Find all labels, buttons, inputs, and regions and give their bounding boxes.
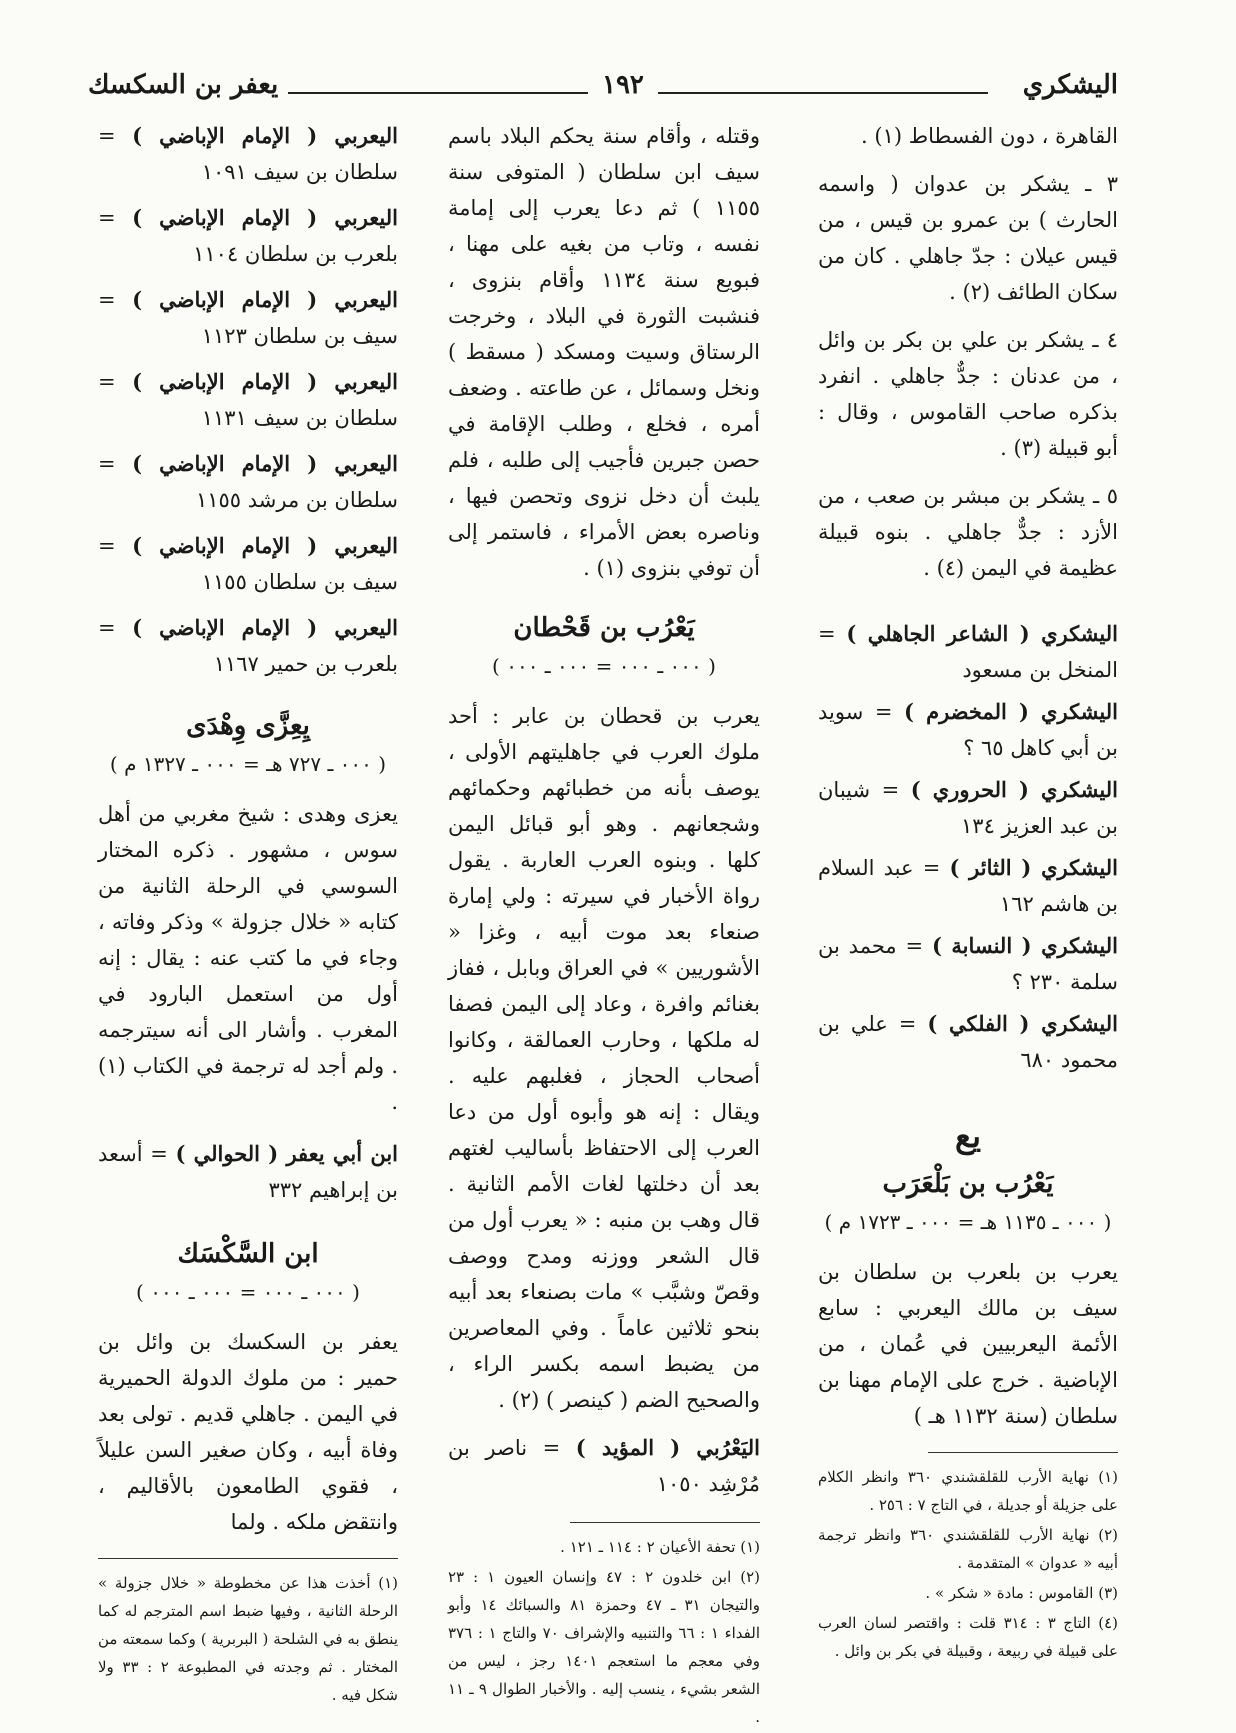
paragraph: يعفر بن السكسك بن وائل بن حمير : من ملوك الدولة الحميرية في اليمن . جاهلي قديم . تولى بعد وفاة أبيه ، وكان صغير السن عليلاً ، فقوي الطامعون بالأقاليم ، وانتقض ملكه . ولما: [98, 1330, 398, 1534]
entry-head: اليشكري ( الشاعر الجاهلي ): [846, 621, 1118, 646]
cross-reference-entry: [98, 200, 398, 272]
entry-head: اليَعْرُبي ( المؤيد ): [575, 1435, 760, 1460]
footnotes: [448, 1533, 760, 1731]
cross-reference-entry: [818, 772, 1118, 844]
paragraph: يعزى وهدى : شيخ مغربي من أهل سوس ، مشهور . ذكره المختار السوسي في الرحلة الثانية من كتابه « خلال جزولة » وذكر وفاته ، وجاء في ما كتب عنه : يقال : إنه أول من استعمل البارود في المغرب . وأشار الى أنه سيترجمه . ولم أجد له ترجمة في الكتاب (١) .: [98, 802, 398, 1114]
entry-rest: = عبد السلام بن هاشم ١٦٢: [818, 856, 1118, 916]
entry-rest: = المنخل بن مسعود: [818, 622, 1118, 682]
entry-rest: = سيف بن سلطان ١١٢٣: [98, 288, 398, 348]
cross-reference-entry: [818, 850, 1118, 922]
header-right-word: اليشكري: [1022, 70, 1118, 100]
header-left-word: يعفر بن السكسك: [88, 70, 279, 100]
paragraph: ٤ ـ يشكر بن علي بن بكر بن وائل ، من عدنان : جدٌّ جاهلي . انفرد بذكره صاحب القاموس ، وقال : أبو قبيلة (٣) .: [818, 328, 1118, 460]
entry-rest: = أسعد بن إبراهيم ٣٣٢: [98, 1142, 398, 1202]
entry-rest: = سلطان بن مرشد ١١٥٥: [98, 452, 398, 512]
paragraph: وقتله ، وأقام سنة يحكم البلاد باسم سيف ابن سلطان ( المتوفى سنة ١١٥٥ ) ثم دعا يعرب إلى إمامة نفسه ، وتاب من بغيه على مهنا ، فبويع سنة ١١٣٤ وأقام بنزوى ، فنشبت الثورة في البلاد ، وخرجت الرستاق وسيت ومسكد ( مسقط ) ونخل وسمائل ، عن طاعته . وضعف أمره ، فخلع ، وطلب الإقامة في حصن جبرين فأجيب إلى طلبه ، فلم يلبث أن دخل نزوى وتحصن فيها ، وناصره بعض الأمراء ، فاستمر إلى أن توفي بنزوى (١) .: [448, 124, 760, 580]
entry-rest: = بلعرب بن حمير ١١٦٧: [98, 616, 398, 676]
entry-title: يَعْرُب بن بَلْعَرَب: [882, 1169, 1054, 1199]
entry-head: اليشكري ( النسابة ): [931, 933, 1118, 958]
paragraph: يعرب بن قحطان بن عابر : أحد ملوك العرب في جاهليتهم الأولى ، يوصف بأنه من خطبائهم وحكمائهم وشجعانهم . وهو أبو قبائل اليمن كلها . وبنوه العرب العاربة . يقول رواة الأخبار في سيرته : ولي إمارة صنعاء بعد موت أبيه ، وغزا « الأشوريين » في العراق وبابل ، ففاز بغنائم وافرة ، وعاد إلى اليمن فصفا له ملكها ، وحارب العمالقة ، وكانوا أصحاب الحجاز ، فغلبهم عليه . ويقال : إنه هو وأبوه أول من دعا العرب إلى الاحتفاظ بأساليب لغتهم بعد أن دخلتها لغات الأمم الثانية . قال وهب بن منبه : « يعرب أول من قال الشعر ووزنه ومدح ووصف وقصّ وشبَّب » مات بصنعاء بعد أبيه بنحو ثلاثين عاماً . وفي المعاصرين من يضبط اسمه بكسر الراء ، والصحيح الضم ( كينصر ) (٢) .: [448, 704, 760, 1412]
entry-head: اليشكري ( المخضرم ): [903, 699, 1118, 724]
paragraph: ٥ ـ يشكر بن مبشر بن صعب ، من الأزد : جدٌّ جاهلي . بنوه قبيلة عظيمة في اليمن (٤) .: [818, 484, 1118, 580]
cross-reference-entry: [98, 610, 398, 682]
page-number: ١٩٢: [588, 70, 658, 100]
column-left: [98, 118, 398, 1711]
column-right: [818, 118, 1118, 1667]
column-middle: [448, 118, 760, 1733]
footnote: (١) نهاية الأرب للقلقشندي ٣٦٠ وانظر الكلام على جزيلة أو جديلة ، في التاج ٧ : ٢٥٦ .: [818, 1468, 1118, 1514]
cross-reference-entry: [98, 528, 398, 600]
entry-head: اليعربي ( الإمام الإباضي ): [132, 615, 398, 640]
entry-dates: ( ٠٠٠ ـ ٠٠٠ = ٠٠٠ ـ ٠٠٠ ): [136, 1280, 360, 1304]
entry-head: اليعربي ( الإمام الإباضي ): [132, 451, 398, 476]
footnote: (٤) التاج ٣ : ٣١٤ قلت : واقتصر لسان العرب على قبيلة في ربيعة ، وقبيلة في بكر بن وائل .: [818, 1614, 1119, 1660]
entry-rest: = محمد بن سلمة ٢٣٠ ؟: [818, 934, 1118, 994]
footnotes: [98, 1569, 398, 1709]
footnote-separator: [570, 1522, 760, 1523]
cross-reference-entry: [98, 1136, 398, 1208]
cross-reference-entry: [448, 1430, 760, 1502]
entry-head: اليشكري ( الفلكي ): [927, 1011, 1118, 1036]
entry-dates: ( ٠٠٠ ـ ٧٢٧ هـ = ٠٠٠ ـ ١٣٢٧ م ): [109, 752, 387, 776]
footnote-separator: [928, 1452, 1118, 1453]
paragraph: ٣ ـ يشكر بن عدوان ( واسمه الحارث ) بن عمرو بن قيس ، من قيس عيلان : جدّ جاهلي . كان من سكان الطائف (٢) .: [818, 172, 1118, 304]
entry-head: اليعربي ( الإمام الإباضي ): [132, 205, 398, 230]
cross-reference-entry: [818, 928, 1118, 1000]
cross-reference-entry: [818, 1006, 1118, 1078]
footnotes: [818, 1463, 1118, 1665]
paragraph: القاهرة ، دون الفسطاط (١) .: [861, 124, 1118, 148]
cross-reference-entry: [98, 282, 398, 354]
entry-head: ابن أبي يعفر ( الحوالي ): [175, 1141, 399, 1166]
entry-dates: ( ٠٠٠ ـ ٠٠٠ = ٠٠٠ ـ ٠٠٠ ): [492, 654, 716, 678]
cross-reference-entry: [818, 694, 1118, 766]
entry-rest: = سويد بن أبي كاهل ٦٥ ؟: [818, 700, 1118, 760]
entry-head: اليعربي ( الإمام الإباضي ): [132, 369, 398, 394]
entry-head: اليشكري ( الثائر ): [949, 855, 1118, 880]
footnote: (٢) نهاية الأرب للقلقشندي ٣٦٠ وانظر ترجمة أبيه « عدوان » المتقدمة .: [818, 1526, 1118, 1572]
header-rule-left: [288, 92, 588, 94]
entry-rest: = علي بن محمود ٦٨٠: [818, 1012, 1118, 1072]
entry-rest: = شيبان بن عبد العزيز ١٣٤: [818, 778, 1118, 838]
cross-reference-entry: [818, 616, 1118, 688]
footnote: (١) تحفة الأعيان ٢ : ١١٤ ـ ١٢١ .: [560, 1538, 760, 1556]
entry-rest: = سيف بن سلطان ١١٥٥: [98, 534, 398, 594]
entry-head: اليعربي ( الإمام الإباضي ): [132, 123, 398, 148]
cross-reference-entry: [98, 364, 398, 436]
entry-title: يِعِزَّى وِهْدَى: [186, 711, 310, 741]
entry-head: اليشكري ( الحروري ): [910, 777, 1118, 802]
entry-rest: = ناصر بن مُرْشِد ١٠٥٠: [448, 1436, 760, 1496]
entry-head: اليعربي ( الإمام الإباضي ): [132, 287, 398, 312]
entry-title: يَعْرُب بن قَحْطان: [513, 613, 695, 643]
cross-reference-entry: [98, 118, 398, 190]
running-header: [88, 70, 1118, 110]
entry-rest: = سلطان بن سيف ١١٣١: [98, 370, 398, 430]
paragraph: يعرب بن بلعرب بن سلطان بن سيف بن مالك اليعربي : سابع الأئمة اليعربيين في عُمان ، من الإباضية . خرج على الإمام مهنا بن سلطان (سنة ١١٣٢ هـ ): [818, 1260, 1118, 1428]
footnote: (١) أخذت هذا عن مخطوطة « خلال جزولة » الرحلة الثانية ، وفيها ضبط اسم المترجم له كما ينطق به في الشلحة ( البربرية ) وكما سمعته من المختار . ثم وجدته في المطبوعة ٢ : ٣٣ ولا شكل فيه .: [98, 1574, 398, 1704]
entry-dates: ( ٠٠٠ ـ ١١٣٥ هـ = ٠٠٠ ـ ١٧٢٣ م ): [824, 1210, 1112, 1234]
entry-rest: = بلعرب بن سلطان ١١٠٤: [98, 206, 398, 266]
header-rule-right: [638, 92, 988, 94]
footnote: (٣) القاموس : مادة « شكر » .: [925, 1584, 1118, 1602]
footnote: (٢) ابن خلدون ٢ : ٤٧ وإنسان العيون ١ : ٢٣ والتيجان ٣١ ـ ٤٧ وحمزة ٨١ والسبائك ١٤ وأبو الفداء ١ : ٦٦ والتنبيه والإشراف ٧٠ والتاج ١ : ٣٧٦ وفي معجم ما استعجم ١٤٠١ رجز ، ليس من الشعر بشيء ، ينسب إليه . والأخبار الطوال ٩ ـ ١١ .: [448, 1568, 761, 1726]
entry-title: ابن السَّكْسَك: [177, 1239, 319, 1269]
entry-rest: = سلطان بن سيف ١٠٩١: [98, 124, 398, 184]
section-letter: يع: [955, 1117, 981, 1155]
cross-reference-entry: [98, 446, 398, 518]
entry-head: اليعربي ( الإمام الإباضي ): [132, 533, 398, 558]
footnote-separator: [98, 1558, 398, 1559]
